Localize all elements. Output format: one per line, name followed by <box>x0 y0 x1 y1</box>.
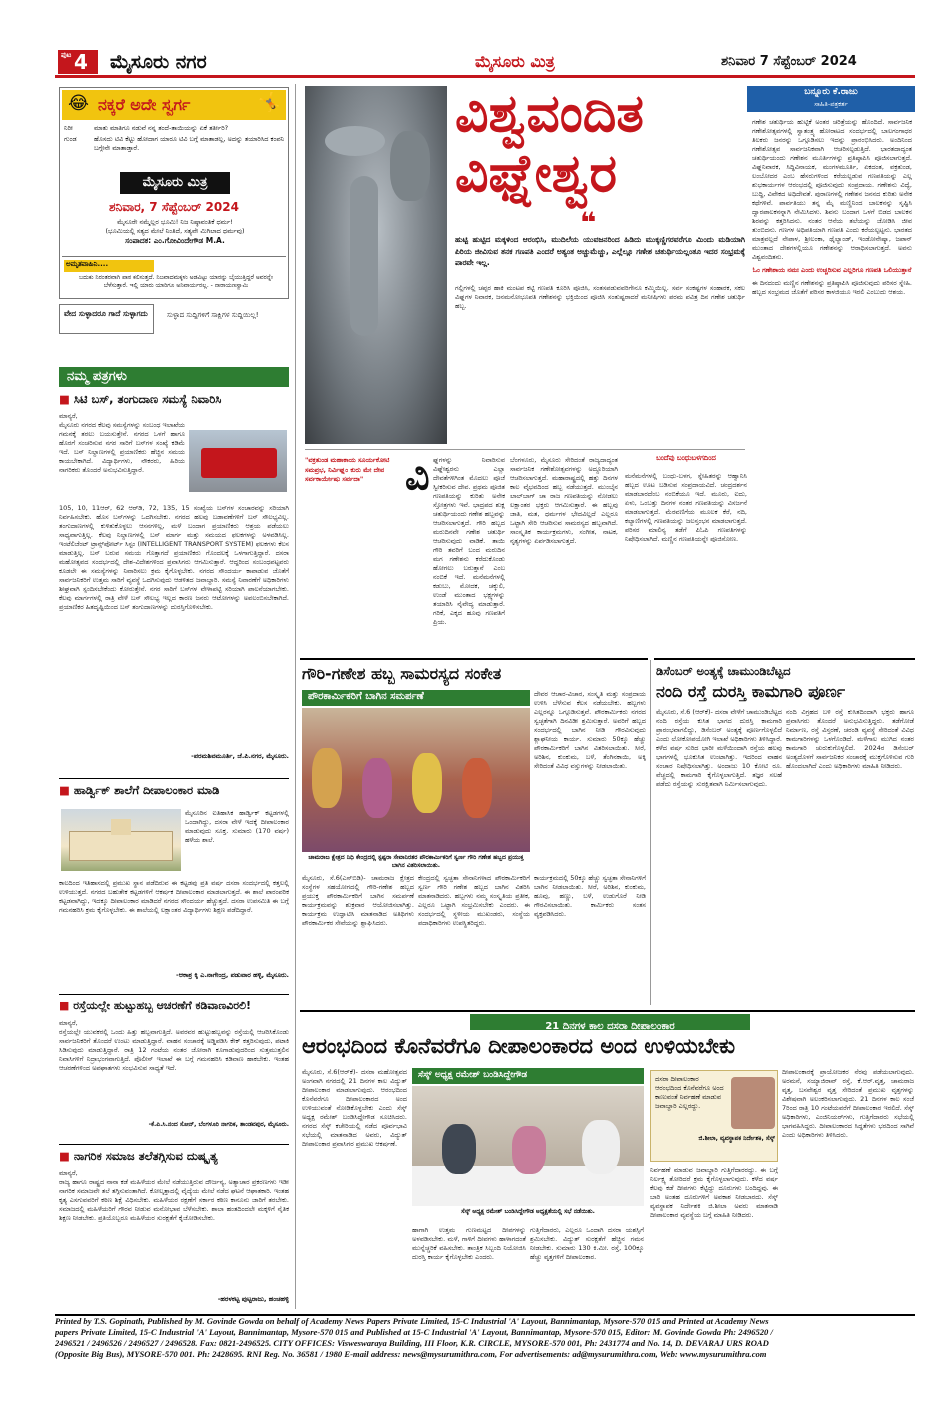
dasara-box-name: ಜಿ.ಶೀಲಾ, ವ್ಯವಸ್ಥಾಪಕ ನಿರ್ದೇಶಕಿ, ಸೆಸ್ಕ್ <box>698 1135 775 1142</box>
letter-4-sign: -ಹರಳಕಟ್ಟ ಪುಟ್ಟರಾಜು, ಹಂಚಹಳ್ಳಿ <box>217 1295 289 1303</box>
dasara-kicker: 21 ದಿನಗಳ ಕಾಲ ದಸರಾ ದೀಪಾಲಂಕಾರ <box>545 1021 675 1032</box>
person-shape <box>312 748 342 808</box>
dasara-article <box>300 1010 915 1310</box>
amrutha-title: ಅಮೃತವಾಹಿನಿ.... <box>64 260 154 272</box>
dasara-body-col1: ಮೈಸೂರು, ಸೆ.6(ಆರ್‌ಕೆ)- ದಸರಾ ಮಹೋತ್ಸವದ ಅಂಗವಾಗಿ ನಗರದಲ್ಲಿ 21 ದಿನಗಳ ಕಾಲ ವಿದ್ಯುತ್ ದೀಪಾಲಂಕಾರ ಮಾಡಲಾಗುವುದು. ಆರಂಭದಿಂದ ಕೊನೆವರೆಗೂ ದೀಪಾಲಂಕಾರದ ಅಂದ ಉಳಿಯುವಂತೆ ನೋಡಿಕೊಳ್ಳಬೇಕು ಎಂದು ಸೆಸ್ಕ್ ಅಧ್ಯಕ್ಷ ರಮೇಶ್ ಬಂಡಿಸಿದ್ದೇಗೌಡ ಸೂಚಿಸಿದರು. ನಗರದ ಸೆಸ್ಕ್ ಕಚೇರಿಯಲ್ಲಿ ನಡೆದ ಪೂರ್ವಭಾವಿ ಸಭೆಯಲ್ಲಿ ಮಾತನಾಡಿದ ಅವರು, ವಿದ್ಯುತ್ ದೀಪಾಲಂಕಾರ ಪ್ರವಾಸಿಗರ ಪ್ರಮುಖ ಆಕರ್ಷಣೆ. <box>302 1068 407 1148</box>
veda-quote: ಸುಳ್ಳಾದ ಸುದ್ದಿಗಳಿಗೆ ಸಾಕ್ಷಿಗಳ ಸುದ್ದಿಯಿಲ್ಲ! <box>167 311 259 319</box>
feature-lead-continued: ಗಲ್ಲಿಗಳಲ್ಲಿ ಚಪ್ಪರ ಹಾಕಿ ಮಂಟಪ ಕಟ್ಟಿ ಗಣಪತಿ ಕೂರಿಸಿ ಪೂಜಿಸಿ, ಸಂತಸಪಡುವವರಿಗೇನೂ ಕಮ್ಮಿಯಿಲ್ಲ. ಸರ್ವ ಸಂಕಷ್ಟಗಳ ಸಂಹಾರಕ, ಸಕಲ ವಿಘ್ನಗಳ ನಿವಾರಕ, ಜನಮನೋಭೂಪತಿ ಗಣೇಶನನ್ನು ಭಕ್ತಿಯಿಂದ ಪೂಜಿಸಿ ಸಂತುಷ್ಟರಾದರೆ ಮನೀಷಿಗಳು ಪರಮ ಪವಿತ್ರ ದಿನ ಗಣೇಶ ಚತುರ್ಥಿ ಹಬ್ಬ. <box>455 284 745 310</box>
letter-4 <box>59 1144 289 1312</box>
letters-banner <box>59 367 289 387</box>
gauri-subhead: ಪೌರಕಾರ್ಮಿಕರಿಗೆ ಬಾಗಿನ ಸಮರ್ಪಣೆ <box>308 691 424 702</box>
speaker-1: ನಿರೀ <box>64 124 73 132</box>
feature-sidequote: "ವಕ್ರತುಂಡ ಮಹಾಕಾಯ ಸೂರ್ಯಕೋಟಿ ಸಮಪ್ರಭ, ನಿರ್ವಿಘ್ನಂ ಕುರು ಮೇ ದೇವ ಸರ್ವಕಾರ್ಯೇಷು ಸರ್ವದಾ" <box>305 456 390 483</box>
quote-mark-icon: ❝ <box>580 206 597 239</box>
portrait-photo <box>731 1077 775 1129</box>
page-number: 4 <box>74 50 88 74</box>
dasara-photo-tag-bar <box>412 1068 644 1084</box>
motto-line-2: (ಭೂಮಿಯಲ್ಲಿ ಸತ್ಯದ ಮೇಲೆ ನಿಂತಿದೆ, ಸತ್ಯವೇ ಮಿಗಿಲಾದ ಧರ್ಮವು) <box>105 227 245 235</box>
letter-2-body-a: ಮೈಸೂರಿನ ಐತಿಹಾಸಿಕ ಹಾರ್ಡ್ವಿಕ್ ಕಟ್ಟಡಗಳಲ್ಲಿ ಒಂದಾಗಿದ್ದು, ದಸರಾ ವೇಳೆ ಇದಕ್ಕೆ ದೀಪಾಲಂಕಾರ ಮಾಡುವುದು ಸೂಕ್ತ. ಸುಮಾರು (170 ವರ್ಷ) ಹಳೆಯ ಶಾಲೆ. <box>185 809 289 844</box>
letter-3 <box>59 994 289 1136</box>
building-shape <box>69 831 173 861</box>
letter-1-title: ■ ಸಿಟಿ ಬಸ್, ತಂಗುದಾಣ ಸಮಸ್ಯೆ ನಿವಾರಿಸಿ <box>59 392 222 406</box>
divider <box>305 449 745 450</box>
head-shape <box>325 126 385 156</box>
tower-shape <box>111 819 131 835</box>
veda-box <box>59 302 289 338</box>
feature-body-col1: ಘ್ನಗಳನ್ನು ನಿವಾರಿಸುವ ವಿಘ್ನೇಶ್ವರನು ಎಲ್ಲಾ ದೇವತೆಗಳಿಗಿಂತ ಮೊದಲು ಪೂಜೆ ಸ್ವೀಕರಿಸುವ ದೇವ. ಪ್ರಥಮ ಪೂಜಿತ ಗಣಪತಿಯನ್ನು ಕುರಿತು ಅನೇಕ ಸ್ತೋತ್ರಗಳು ಇವೆ. ಭಾದ್ರಪದ ಶುಕ್ಲ ಚತುರ್ಥಿಯಂದು ಗಣೇಶ ಹಬ್ಬವನ್ನು ಆಚರಿಸಲಾಗುತ್ತದೆ. ಗೌರಿ ಹಬ್ಬದ ಮರುದಿನವೇ ಗಣೇಶ ಚತುರ್ಥಿ ಆಚರಿಸುವುದು ವಾಡಿಕೆ. ತಾಯಿ ಗೌರಿ ತವರಿಗೆ ಬಂದ ಮರುದಿನ ಮಗ ಗಣೇಶನು ಕರೆದುಕೊಂಡು ಹೋಗಲು ಬರುತ್ತಾನೆ ಎಂಬ ನಂಬಿಕೆ ಇದೆ. ಮನೆಮನೆಗಳಲ್ಲಿ ಕಡುಬು, ಮೋದಕ, ಚಕ್ಕುಲಿ, ಉಂಡೆ ಮುಂತಾದ ಭಕ್ಷ್ಯಗಳನ್ನು ತಯಾರಿಸಿ ನೈವೇದ್ಯ ಮಾಡುತ್ತಾರೆ. ಗರಿಕೆ, ಎಕ್ಕದ ಹೂವು ಗಣಪತಿಗೆ ಪ್ರಿಯ. <box>433 456 505 626</box>
header-date: ಶನಿವಾರ 7 ಸೆಪ್ಟೆಂಬರ್ 2024 <box>721 54 857 69</box>
masthead: ಮೈಸೂರು ಮಿತ್ರ <box>475 52 555 71</box>
ganesha-idol-photo <box>305 86 447 444</box>
feature-headline <box>455 84 745 204</box>
motto-line-1: ಮೈಸೂರೇ ನಮ್ಮೆಲ್ಲರ ಭೂಮಿ! ನಿಜ ನಿಷ್ಠಾವಂತಿಕೆ ಧರ್ಮ! <box>117 218 233 226</box>
person-shape <box>412 753 442 813</box>
dasara-caption: ಸೆಸ್ಕ್ ಅಧ್ಯಕ್ಷ ರಮೇಶ್ ಬಂಡಿಸಿದ್ದೇಗೌಡ ಅಧ್ಯಕ್ಷತೆಯಲ್ಲಿ ಸಭೆ ನಡೆಯಿತು. <box>461 1208 595 1215</box>
page-label: ಪುಟ <box>61 51 72 59</box>
person-shape <box>362 758 392 818</box>
letter-2-title: ■ ಹಾರ್ಡ್ವಿಕ್ ಶಾಲೆಗೆ ದೀಪಾಲಂಕಾರ ಮಾಡಿ <box>59 783 220 797</box>
trunk-shape <box>350 176 378 336</box>
page-number-box <box>58 50 98 74</box>
letter-4-title: ■ ನಾಗರಿಕ ಸಮಾಜ ತಲೆತಗ್ಗಿಸುವ ದುಷ್ಕೃತ್ಯ <box>59 1149 218 1163</box>
nandi-body-col1: ಮೈಸೂರು, ಸೆ.6 (ಆರ್‌ಕೆ)- ದಸರಾ ವೇಳೆಗೆ ಚಾಮುಂಡಿಬೆಟ್ಟದ ನಂದಿ ರಸ್ತೆಯ ಕುಸಿತ ಭಾಗದ ದುರಸ್ತಿ ಕಾಮಗಾರಿ ಪ್ರಾರಂಭವಾಗಲಿದ್ದು, ಡಿಸೆಂಬರ್ ಅಂತ್ಯಕ್ಕೆ ಪೂರ್ಣಗೊಳ್ಳಲಿದೆ ಎಂದು ಲೋಕೋಪಯೋಗಿ ಇಲಾಖೆ ಅಧಿಕಾರಿಗಳು ತಿಳಿಸಿದ್ದಾರೆ. ಕಳೆದ ವರ್ಷ ಸುರಿದ ಭಾರೀ ಮಳೆಯಿಂದಾಗಿ ರಸ್ತೆಯ ಹಲವು ಭಾಗಗಳಲ್ಲಿ ಭೂಕುಸಿತ ಉಂಟಾಗಿತ್ತು. ಇದರಿಂದ ವಾಹನ ಸಂಚಾರ ನಿಷೇಧಿಸಲಾಗಿತ್ತು. ಅಂದಾಜು 10 ಕೋಟಿ ರೂ. ವೆಚ್ಚದಲ್ಲಿ ಕಾಮಗಾರಿ ಕೈಗೊಳ್ಳಲಾಗುತ್ತಿದೆ. ತಜ್ಞರ ಸಲಹೆ ಪಡೆದು ರಸ್ತೆಯನ್ನು ಸುರಕ್ಷಿತವಾಗಿ ನಿರ್ಮಿಸಲಾಗುವುದು. <box>656 708 782 788</box>
author-role: ಸಾಹಿತಿ-ಪತ್ರಕರ್ತ <box>814 100 848 108</box>
author-box <box>747 86 915 112</box>
line-2: ಹೊಸದು ಟಿವಿ ಕೆಟ್ಟು ಹೋದಾಗ ಯಾರೂ ಟಿವಿ ಬಗ್ಗೆ ಮಾತಾಡಲ್ಲ, ಅದನ್ನು ತಯಾರಿಸಿದ ಕಂಪನಿ ಬಗ್ಗೇನೇ ಮಾತಾಡ್ತಾರೆ. <box>94 135 285 152</box>
gauri-body-col1: ಮೈಸೂರು, ಸೆ.6(ಎಸ್‌ಬಿಡಿ)- ಚಾಮರಾಜ ಕ್ಷೇತ್ರದ ಸಂಸ್ಥೆಗಳ ಸಹಯೋಗದಲ್ಲಿ ಗೌರಿ-ಗಣೇಶ ಹಬ್ಬದ ಪ್ರಯುಕ್ತ ಪೌರಕಾರ್ಮಿಕರಿಗೆ ಬಾಗಿನ ಸಮರ್ಪಣೆ ಕಾರ್ಯಕ್ರಮವನ್ನು ಶುಕ್ರವಾರ ಆಯೋಜಿಸಲಾಗಿತ್ತು. ಕಾರ್ಯಕ್ರಮ ಉದ್ಘಾಟಿಸಿ ಮಾತನಾಡಿದ ಅತಿಥಿಗಳು ಪೌರಕಾರ್ಮಿಕರ ಸೇವೆಯನ್ನು ಶ್ಲಾಘಿಸಿದರು. <box>302 874 414 927</box>
gauri-headline: ಗೌರಿ-ಗಣೇಶ ಹಬ್ಬ ಸಾಮರಸ್ಯದ ಸಂಕೇತ <box>302 664 502 683</box>
nandi-headline-1: ಡಿಸೆಂಬರ್ ಅಂತ್ಯಕ್ಕೆ ಚಾಮುಂಡಿಬೆಟ್ಟದ <box>656 664 791 678</box>
cartoon-figure-icon: 🤸 <box>258 92 281 113</box>
laughing-face-icon: 😂 <box>68 93 90 114</box>
dasara-kicker-bar <box>470 1014 750 1030</box>
letter-1-body-a: ಮಾನ್ಯರೆ, ಮೈಸೂರು ನಗರದ ಕೆಲವು ಸಮಸ್ಯೆಗಳನ್ನು ಸಂಬಂಧ ಇಲಾಖೆಯ ಗಮನಕ್ಕೆ ತರಲು ಬಯಸುತ್ತೇನೆ. ನಗರದ ಒಳಗೆ ಹಾಗೂ ಹೊರಗೆ ಸಂಚರಿಸುವ ನಗರ ಸಾರಿಗೆ ಬಸ್‌ಗಳ ಸಂಖ್ಯೆ ಕಡಿಮೆ ಇದೆ. ಬಸ್ ನಿಲ್ದಾಣಗಳಲ್ಲಿ ಪ್ರಯಾಣಿಕರು ಹೆಚ್ಚಿನ ಸಮಯ ಕಾಯಬೇಕಾಗಿದೆ. ವಿದ್ಯಾರ್ಥಿಗಳು, ನೌಕರರು, ಹಿರಿಯ ನಾಗರಿಕರು ತೊಂದರೆ ಅನುಭವಿಸುತ್ತಿದ್ದಾರೆ. <box>59 412 185 474</box>
feature-article <box>300 84 915 654</box>
letter-4-body: ಮಾನ್ಯರೆ, ರಾಜ್ಯ ಹಾಗೂ ರಾಷ್ಟ್ರದ ನಾನಾ ಕಡೆ ಮಹಿಳೆಯರ ಮೇಲೆ ನಡೆಯುತ್ತಿರುವ ದೌರ್ಜನ್ಯ, ಅತ್ಯಾಚಾರ ಪ್ರಕರಣಗಳು ಇಡೀ ನಾಗರಿಕ ಸಮಾಜವೇ ತಲೆ ತಗ್ಗಿಸುವಂತಾಗಿದೆ. ಕೋಲ್ಕತ್ತಾದಲ್ಲಿ ವೈದ್ಯೆಯ ಮೇಲೆ ನಡೆದ ಘಟನೆ ಆಘಾತಕಾರಿ. ಇಂತಹ ಕೃತ್ಯ ಎಸಗುವವರಿಗೆ ಕಠಿಣ ಶಿಕ್ಷೆ ವಿಧಿಸಬೇಕು. ಮಹಿಳೆಯರ ರಕ್ಷಣೆಗೆ ಸರ್ಕಾರ ಕಠಿಣ ಕಾನೂನು ಜಾರಿಗೆ ತರಬೇಕು. ಸಮಾಜದಲ್ಲಿ ಮಹಿಳೆಯರಿಗೆ ಗೌರವ ನೀಡುವ ಮನೋಭಾವ ಬೆಳೆಸಬೇಕು. ಶಾಲಾ ಹಂತದಿಂದಲೇ ಮಕ್ಕಳಿಗೆ ನೈತಿಕ ಶಿಕ್ಷಣ ನೀಡಬೇಕು. ಪ್ರತಿಯೊಬ್ಬರೂ ಮಹಿಳೆಯರ ಸುರಕ್ಷತೆಗೆ ಕೈಜೋಡಿಸಬೇಕು. <box>59 1169 289 1222</box>
paper-date: ಶನಿವಾರ, 7 ಸೆಪ್ಟೆಂಬರ್ 2024 <box>109 200 239 214</box>
headline-line-1: ವಿಶ್ವವಂದಿತ <box>455 84 644 144</box>
nakkare-title: ನಕ್ಕರೆ ಅದೇ ಸ್ವರ್ಗ <box>98 95 191 114</box>
dasara-body-col3: ಗುತ್ತಿಗೆದಾರರು, ಎಲ್ಲರೂ ಒಂದಾಗಿ ದಸರಾ ಯಶಸ್ಸಿಗೆ ಶ್ರಮಿಸಬೇಕು. ವಿದ್ಯುತ್ ಸುರಕ್ಷತೆಗೆ ಹೆಚ್ಚಿನ ಗಮನ ನೀಡಬೇಕು. ಸುಮಾರು 130 ಕಿ.ಮೀ. ರಸ್ತೆ, 100ಕ್ಕೂ ಹೆಚ್ಚು ವೃತ್ತಗಳಿಗೆ ದೀಪಾಲಂಕಾರ. <box>530 1226 644 1261</box>
letter-3-body: ಮಾನ್ಯರೆ, ರಸ್ತೆಯಲ್ಲೇ ಯುವಕರಲ್ಲಿ ಒಂದು ಹಿತ್ತು ಹಬ್ಬವಾಗುತ್ತಿದೆ. ಅವರವರ ಹುಟ್ಟುಹಬ್ಬವನ್ನು ರಸ್ತೆಯಲ್ಲಿ ಆಚರಿಸಿಕೊಂಡು ಸಾರ್ವಜನಿಕರಿಗೆ ತೊಂದರೆ ಉಂಟು ಮಾಡುತ್ತಿದ್ದಾರೆ. ವಾಹನ ಸಂಚಾರಕ್ಕೆ ಅಡ್ಡಿಪಡಿಸಿ ಕೇಕ್ ಕತ್ತರಿಸುವುದು, ಪಟಾಕಿ ಸಿಡಿಸುವುದು ಮಾಡುತ್ತಿದ್ದಾರೆ. ರಾತ್ರಿ 12 ಗಂಟೆಯ ನಂತರ ಜೋರಾಗಿ ಕೂಗಾಡುವುದರಿಂದ ಸುತ್ತಮುತ್ತಲಿನ ನಿವಾಸಿಗಳಿಗೆ ನಿದ್ರಾಭಂಗವಾಗುತ್ತಿದೆ. ಪೊಲೀಸ್ ಇಲಾಖೆ ಈ ಬಗ್ಗೆ ಗಮನಹರಿಸಿ ಕಡಿವಾಣ ಹಾಕಬೇಕು. ಇಂತಹ ಆಚರಣೆಗಳಿಂದ ಅಪಘಾತಗಳು ಸಂಭವಿಸುವ ಸಾಧ್ಯತೆ ಇದೆ. <box>59 1019 289 1072</box>
dasara-body-col2: ಹಾಗಾಗಿ ಉತ್ತಮ ಗುಣಮಟ್ಟದ ದೀಪಗಳನ್ನು ಅಳವಡಿಸಬೇಕು. ಮಳೆ, ಗಾಳಿಗೆ ದೀಪಗಳು ಹಾಳಾಗದಂತೆ ಮುನ್ನೆಚ್ಚರಿಕೆ ವಹಿಸಬೇಕು. ತಾಂತ್ರಿಕ ಸಿಬ್ಬಂದಿ ನಿಯೋಜಿಸಿ ದುರಸ್ತಿ ಕಾರ್ಯ ಕೈಗೊಳ್ಳಬೇಕು ಎಂದರು. <box>412 1226 526 1261</box>
imprint-line-2: papers Private Limited, 15-C Industrial 'A' Layout, Bannimantap, Mysore-570 015 and Published at 15-C Industrial 'A' Layout, Bannimantap, Mysore-570 015, Editor: M. Govinde Gowda Ph: 2496520 / <box>55 1327 773 1337</box>
gauri-caption: ಚಾಮರಾಜ ಕ್ಷೇತ್ರದ ನಿಧಿ ಕೇಂದ್ರದಲ್ಲಿ ಸ್ಪಷ್ಟರಾ ಸೇವಾನಿರತರ ಪೌರಕಾರ್ಮಿಕರಿಗೆ ಸ್ವರ್ಣ ಗೌರಿ ಗಣೇಶ ಹಬ್ಬದ ಪ್ರಯುಕ್ತ ಬಾಗಿನ ವಿತರಿಸಲಾಯಿತು. <box>308 854 524 869</box>
dasara-headline: ಆರಂಭದಿಂದ ಕೊನೆವರೆಗೂ ದೀಪಾಲಂಕಾರದ ಅಂದ ಉಳಿಯಬೇಕು <box>302 1034 736 1058</box>
headline-line-2: ವಿಘ್ನೇಶ್ವರ <box>455 144 617 204</box>
person-shape <box>512 1126 546 1174</box>
imprint-line-3: 2496521 / 2496526 / 2496527 / 2496528. Fax: 0821-2496525. CITY OFFICES: Visweswaraya Building, III Floor, K.R. CIRCLE, MYSORE-570 001, Ph: 2431774 and No. 14, D. DEVARAJ URS ROAD <box>55 1338 769 1348</box>
pull-quote: ಬಂದೆವು ಬಂಧುಬಳಗದಿಂದ <box>656 454 716 462</box>
imprint-footer <box>55 1314 915 1408</box>
nakkare-dialog <box>64 124 286 153</box>
ear-shape <box>390 131 430 201</box>
section-title: ಮೈಸೂರು ನಗರ <box>110 51 207 73</box>
divider <box>62 256 286 257</box>
nandi-headline-2: ನಂದಿ ರಸ್ತೆ ದುರಸ್ತಿ ಕಾಮಗಾರಿ ಪೂರ್ಣ <box>656 682 845 701</box>
dasara-photo-tag: ಸೆಸ್ಕ್ ಅಧ್ಯಕ್ಷ ರಮೇಶ್ ಬಂಡಿಸಿದ್ದೇಗೌಡ <box>418 1070 528 1080</box>
feature-body-col3: ಮನೆಮನೆಗಳಲ್ಲಿ ಬಂಧು-ಬಳಗ, ಸ್ನೇಹಿತರನ್ನು ಆಹ್ವಾನಿಸಿ ಹಬ್ಬದ ಊಟ ಬಡಿಸುವ ಸಂಪ್ರದಾಯವಿದೆ. ಚಂದ್ರದರ್ಶನ ಮಾಡಬಾರದೆಂಬ ನಂಬಿಕೆಯೂ ಇದೆ. ಮೂರು, ಐದು, ಏಳು, ಒಂಬತ್ತು ದಿನಗಳ ನಂತರ ಗಣಪತಿಯನ್ನು ವಿಸರ್ಜನೆ ಮಾಡಲಾಗುತ್ತದೆ. ಮೆರವಣಿಗೆಯ ಮೂಲಕ ಕೆರೆ, ನದಿ, ಕಲ್ಯಾಣಿಗಳಲ್ಲಿ ಗಣಪತಿಯನ್ನು ಜಲಸ್ತಂಭನ ಮಾಡಲಾಗುತ್ತದೆ. ಪರಿಸರ ಮಾಲಿನ್ಯ ತಡೆಗೆ ಪಿಓಪಿ ಗಣಪತಿಗಳನ್ನು ನಿಷೇಧಿಸಲಾಗಿದೆ. ಮಣ್ಣಿನ ಗಣಪತಿಯನ್ನೇ ಪೂಜಿಸೋಣ. <box>625 472 747 543</box>
letter-2-body-b: ಕಾಲದಿಂದ ಇತಿಹಾಸದಲ್ಲಿ ಪ್ರಮುಖ ಸ್ಥಾನ ಪಡೆದಿರುವ ಈ ಕಟ್ಟಡವು ಪ್ರತಿ ವರ್ಷ ದಸರಾ ಸಂದರ್ಭದಲ್ಲಿ ಕತ್ತಲಲ್ಲಿ ಉಳಿಯುತ್ತದೆ. ನಗರದ ಬಹುತೇಕ ಕಟ್ಟಡಗಳಿಗೆ ಆಕರ್ಷಕ ದೀಪಾಲಂಕಾರ ಮಾಡಲಾಗುತ್ತದೆ. ಈ ಶಾಲೆ ಪಾರಂಪರಿಕ ಕಟ್ಟಡವಾಗಿದ್ದು, ಇದಕ್ಕೂ ದೀಪಾಲಂಕಾರ ಮಾಡಿದರೆ ನಗರದ ಸೌಂದರ್ಯ ಹೆಚ್ಚುತ್ತದೆ. ದಸರಾ ಉಪಸಮಿತಿ ಈ ಬಗ್ಗೆ ಗಮನಹರಿಸಿ ಕ್ರಮ ಕೈಗೊಳ್ಳಬೇಕು. ಈ ಶಾಲೆಯಲ್ಲಿ ಲಕ್ಷಾಂತರ ವಿದ್ಯಾರ್ಥಿಗಳು ಶಿಕ್ಷಣ ಪಡೆದಿದ್ದಾರೆ. <box>59 879 289 914</box>
page-header <box>55 48 915 78</box>
city-bus-photo <box>189 430 287 492</box>
letter-3-title: ■ ರಸ್ತೆಯಲ್ಲೇ ಹುಟ್ಟುಹಬ್ಬ ಆಚರಣೆಗೆ ಕಡಿವಾಣವಿರಲಿ! <box>59 999 252 1012</box>
column-rule <box>295 84 296 1309</box>
person-shape <box>582 1120 620 1174</box>
om-quote: ಓಂ ಗಣೇಶಾಯ ನಮಃ ಎಂದು ಉಚ್ಚರಿಸುವ ಎಲ್ಲರಿಗೂ ಗಣಪತಿ ಒಲಿಯುತ್ತಾನೆ <box>752 266 912 274</box>
gauri-body-col3: ಕಾರ್ಯಕ್ರಮದಲ್ಲಿ 50ಕ್ಕೂ ಹೆಚ್ಚು ಸ್ವಚ್ಛತಾ ಸೇನಾನಿಗಳಿಗೆ ಬಾಗಿನ ನೀಡಲಾಯಿತು. ಸೀರೆ, ಅರಿಶಿನ, ಕುಂಕುಮ, ಹೂವು, ಹಣ್ಣು, ಬಳೆ, ಉಡುಗೊರೆ ನೀಡಿ ಗೌರವಿಸಲಾಯಿತು. ಕಾರ್ಮಿಕರು ಸಂತಸ ವ್ಯಕ್ತಪಡಿಸಿದರು. <box>534 874 646 918</box>
left-column <box>55 82 293 1312</box>
speaker-2: ಗುಂಡ <box>64 135 77 143</box>
gauri-body-col2: ಕೇಂದ್ರದಲ್ಲಿ ಸ್ವಚ್ಛತಾ ಸೇನಾನಿಗಳಾದ ಪೌರಕಾರ್ಮಿಕರಿಗೆ ಸ್ವರ್ಣ ಗೌರಿ ಗಣೇಶ ಹಬ್ಬದ ಬಾಗಿನ ವಿತರಿಸಿ ಮಾತನಾಡಿದರು. ಹಬ್ಬಗಳು ನಮ್ಮ ಸಂಸ್ಕೃತಿಯ ಪ್ರತೀಕ, ಎಲ್ಲರೂ ಒಟ್ಟಾಗಿ ಸಂಭ್ರಮಿಸಬೇಕು ಎಂದರು. ಈ ಸಂದರ್ಭದಲ್ಲಿ ಸ್ಥಳೀಯ ಮುಖಂಡರು, ಸಂಸ್ಥೆಯ ಪದಾಧಿಕಾರಿಗಳು ಉಪಸ್ಥಿತರಿದ್ದರು. <box>418 874 530 927</box>
line-1: ಮಾತು ಮಾತಿಗೂ ನಡುವೆ ನನ್ನ ತಂದೆ-ತಾಯಿಯನ್ನು ಏಕೆ ತರ್ತೀರಿ? <box>94 124 229 132</box>
person-shape <box>442 1124 476 1174</box>
hardwick-school-photo <box>61 809 181 871</box>
imprint-line-4: (Opposite Big Bus), MYSORE-570 001. Ph: 2428695. RNI Reg. No. 36581 / 1980 E-mail address: news@mysurumithra.com, For advertisements: ad@mysurumithra.com, Web: www.mysurumithra.com <box>55 1349 767 1359</box>
feature-body-col2: ಬೆಂಗಳೂರು, ಮೈಸೂರು ಸೇರಿದಂತೆ ರಾಜ್ಯದಾದ್ಯಂತ ಸಾರ್ವಜನಿಕ ಗಣೇಶೋತ್ಸವಗಳನ್ನು ಅದ್ದೂರಿಯಾಗಿ ಆಚರಿಸಲಾಗುತ್ತದೆ. ಮಹಾರಾಷ್ಟ್ರದಲ್ಲಿ ಹತ್ತು ದಿನಗಳ ಕಾಲ ವೈಭವದಿಂದ ಹಬ್ಬ ನಡೆಯುತ್ತದೆ. ಮುಂಬೈನ ಲಾಲ್‌ಬಾಗ್ ಚಾ ರಾಜ ಗಣಪತಿಯನ್ನು ನೋಡಲು ಲಕ್ಷಾಂತರ ಭಕ್ತರು ಆಗಮಿಸುತ್ತಾರೆ. ಈ ಹಬ್ಬವು ಜಾತಿ, ಮತ, ಧರ್ಮಗಳ ಭೇದವಿಲ್ಲದೆ ಎಲ್ಲರೂ ಒಟ್ಟಾಗಿ ಸೇರಿ ಆಚರಿಸುವ ಸಾಮರಸ್ಯದ ಹಬ್ಬವಾಗಿದೆ. ಸಾಂಸ್ಕೃತಿಕ ಕಾರ್ಯಕ್ರಮಗಳು, ಸಂಗೀತ, ನಾಟಕ, ನೃತ್ಯಗಳನ್ನು ಏರ್ಪಡಿಸಲಾಗುತ್ತದೆ. <box>510 456 618 545</box>
gauri-photo <box>302 708 530 852</box>
bus-shape <box>201 448 277 478</box>
veda-saying: ವೇದ ಸುಳ್ಳಾದರೂ ಗಾದೆ ಸುಳ್ಳಾಗದು <box>59 304 154 334</box>
letter-1-body-b: 105, 10, 11ಆರ್, 62 ಆರ್‌ಡಿ, 72, 135, 15 ಸಂಖ್ಯೆಯ ಬಸ್‌ಗಳ ಸಂಚಾರವನ್ನು ಸರಿಯಾಗಿ ನಿರ್ವಹಿಸಬೇಕು. ಹೊಸ ಬಸ್‌ಗಳನ್ನು ಒದಗಿಸಬೇಕು. ನಗರದ ಹಲವು ಬಡಾವಣೆಗಳಿಗೆ ಬಸ್ ಸೌಲಭ್ಯವಿಲ್ಲ. ತಂಗುದಾಣಗಳಲ್ಲಿ ಕುಳಿತುಕೊಳ್ಳಲು ಆಸನಗಳಿಲ್ಲ, ಮಳೆ ಬಂದಾಗ ಪ್ರಯಾಣಿಕರು ಆಶ್ರಯ ಪಡೆಯಲು ಸಾಧ್ಯವಾಗುತ್ತಿಲ್ಲ. ಕೆಲವು ನಿಲ್ದಾಣಗಳಲ್ಲಿ ಬಸ್ ಮಾರ್ಗ ಮತ್ತು ಸಮಯದ ಫಲಕಗಳನ್ನು ಅಳವಡಿಸಿಲ್ಲ. ಇಂಟೆಲಿಜೆಂಟ್ ಟ್ರಾನ್ಸ್‌ಪೋರ್ಟ್ ಸಿಸ್ಟಂ (INTELLIGENT TRANSPORT SYSTEM) ಫಲಕಗಳು ಕೆಲಸ ಮಾಡುತ್ತಿಲ್ಲ. ಬಸ್ ಬರುವ ಸಮಯ ಗೊತ್ತಾಗದೆ ಪ್ರಯಾಣಿಕರು ಗೊಂದಲಕ್ಕೆ ಒಳಗಾಗುತ್ತಿದ್ದಾರೆ. ದಸರಾ ಮಹೋತ್ಸವದ ಸಂದರ್ಭದಲ್ಲಿ ದೇಶ-ವಿದೇಶಗಳಿಂದ ಪ್ರವಾಸಿಗರು ಆಗಮಿಸುತ್ತಾರೆ. ಆದ್ದರಿಂದ ಸಂಬಂಧಪಟ್ಟವರು ಕೂಡಲೇ ಈ ಸಮಸ್ಯೆಗಳನ್ನು ನಿವಾರಿಸಲು ಕ್ರಮ ಕೈಗೊಳ್ಳಬೇಕು. ನಗರದ ಸೌಂದರ್ಯ ಕಾಪಾಡುವ ಜೊತೆಗೆ ಸಾರ್ವಜನಿಕರಿಗೆ ಉತ್ತಮ ಸಾರಿಗೆ ವ್ಯವಸ್ಥೆ ಒದಗಿಸುವುದು ಆಡಳಿತದ ಜವಾಬ್ದಾರಿ. ಸಮಸ್ಯೆ ನಿವಾರಣೆಗೆ ಅಧಿಕಾರಿಗಳು ಶೀಘ್ರವಾಗಿ ಸ್ಪಂದಿಸಬೇಕೆಂದು ಕೋರುತ್ತೇನೆ. ನಗರ ಸಾರಿಗೆ ಬಸ್‌ಗಳ ವೇಳಾಪಟ್ಟಿ ಸರಿಯಾಗಿ ಪಾಲನೆಯಾಗಬೇಕು. ಕೆಲವು ಮಾರ್ಗಗಳಲ್ಲಿ ರಾತ್ರಿ ವೇಳೆ ಬಸ್ ಸೌಲಭ್ಯ ಇಲ್ಲದ ಕಾರಣ ಜನರು ಆಟೋಗಳನ್ನು ಅವಲಂಬಿಸಬೇಕಾಗಿದೆ. ಪ್ರಯಾಣಿಕರ ಹಿತದೃಷ್ಟಿಯಿಂದ ಬಸ್ ತಂಗುದಾಣಗಳನ್ನು ದುರಸ್ತಿಗೊಳಿಸಬೇಕು. <box>59 504 289 611</box>
feature-lead: ಹುಟ್ಟಿ ಹುಟ್ಟಿದ ಮಕ್ಕಳಿಂದ ಆರಂಭಿಸಿ, ಮುದಿಲೆಯ ಯುವಜನರಿಂದ ಹಿಡಿದು ಮುಕ್ಕಣ್ಣಿಗರವರೆಗೂ ಮಿಂದು ಮಡಿಯಾಗಿ ಪಿರಿಯ ಜೀವಿಸುವ ತನಕ ಗಣಪತಿ ಎಂದರೆ ಅತ್ಯಂತ ಅಚ್ಚುಮೆಚ್ಚು, ಎಲ್ಲೆಲ್ಲೂ ಗಣೇಶ ಚತುರ್ಥಿಯಲ್ಲಂತೂ ಇದರ ಸಂಭ್ರಮಕ್ಕೆ ಪಾರವೇ ಇಲ್ಲ. <box>455 235 745 267</box>
dasara-body-col5: ದೀಪಾಲಂಕಾರಕ್ಕೆ ಪ್ರಾಯೋಜಕರ ನೆರವು ಪಡೆಯಲಾಗುವುದು. ಅರಮನೆ, ಸಯ್ಯಾಜಿರಾವ್ ರಸ್ತೆ, ಕೆ.ಆರ್.ವೃತ್ತ, ಚಾಮರಾಜ ವೃತ್ತ, ಬಸವೇಶ್ವರ ವೃತ್ತ ಸೇರಿದಂತೆ ಪ್ರಮುಖ ವೃತ್ತಗಳನ್ನು ವಿಶೇಷವಾಗಿ ಅಲಂಕರಿಸಲಾಗುವುದು. 21 ದಿನಗಳ ಕಾಲ ಸಂಜೆ 7ರಿಂದ ರಾತ್ರಿ 10 ಗಂಟೆಯವರೆಗೆ ದೀಪಾಲಂಕಾರ ಇರಲಿದೆ. ಸೆಸ್ಕ್ ಅಧಿಕಾರಿಗಳು, ಎಂಜಿನಿಯರ್‌ಗಳು, ಗುತ್ತಿಗೆದಾರರು ಸಭೆಯಲ್ಲಿ ಭಾಗವಹಿಸಿದ್ದರು. ದೀಪಾಲಂಕಾರದ ಸಿದ್ಧತೆಗಳು ಭರದಿಂದ ಸಾಗಿವೆ ಎಂದು ಅಧಿಕಾರಿಗಳು ತಿಳಿಸಿದರು. <box>782 1068 914 1139</box>
nakkare-banner <box>62 90 286 120</box>
dasara-body-col4: ನಿರ್ವಹಣೆ ಮಾಡುವ ಜವಾಬ್ದಾರಿ ಗುತ್ತಿಗೆದಾರರದ್ದು. ಈ ಬಗ್ಗೆ ನಿರ್ಲಕ್ಷ್ಯ ತೋರಿದರೆ ಕ್ರಮ ಕೈಗೊಳ್ಳಲಾಗುವುದು. ಕಳೆದ ವರ್ಷ ಕೆಲವು ಕಡೆ ದೀಪಗಳು ಕೆಟ್ಟಿದ್ದು ದೂರುಗಳು ಬಂದಿದ್ದವು. ಈ ಬಾರಿ ಅಂತಹ ದೂರುಗಳಿಗೆ ಅವಕಾಶ ನೀಡಬಾರದು. ಸೆಸ್ಕ್ ವ್ಯವಸ್ಥಾಪಕ ನಿರ್ದೇಶಕಿ ಜಿ.ಶೀಲಾ ಅವರು ಮಾತನಾಡಿ ದೀಪಾಲಂಕಾರ ವ್ಯವಸ್ಥೆಯ ಬಗ್ಗೆ ಮಾಹಿತಿ ನೀಡಿದರು. <box>650 1166 778 1219</box>
column-rule <box>650 660 651 1005</box>
gauri-article <box>300 658 648 1008</box>
letters-banner-title: ನಮ್ಮ ಪತ್ರಗಳು <box>67 369 127 384</box>
nandi-body-col2: ನಂದಿ ವಿಗ್ರಹದ ಬಳಿ ರಸ್ತೆ ಕುಸಿತದಿಂದಾಗಿ ಭಕ್ತರು ಹಾಗೂ ಪ್ರವಾಸಿಗರು ತೊಂದರೆ ಅನುಭವಿಸುತ್ತಿದ್ದರು. ತಡೆಗೋಡೆ ನಿರ್ಮಾಣ, ರಸ್ತೆ ವಿಸ್ತರಣೆ, ಚರಂಡಿ ವ್ಯವಸ್ಥೆ ಸೇರಿದಂತೆ ವಿವಿಧ ಕಾಮಗಾರಿಗಳನ್ನು ಒಳಗೊಂಡಿದೆ. ಮಳೆಗಾಲ ಮುಗಿದ ನಂತರ ಕಾಮಗಾರಿ ಚುರುಕುಗೊಳ್ಳಲಿದೆ. 2024ರ ಡಿಸೆಂಬರ್ ಅಂತ್ಯದೊಳಗೆ ಸಾರ್ವಜನಿಕರ ಸಂಚಾರಕ್ಕೆ ಮುಕ್ತಗೊಳಿಸುವ ಗುರಿ ಹೊಂದಲಾಗಿದೆ ಎಂದು ಅಧಿಕಾರಿಗಳು ಮಾಹಿತಿ ನೀಡಿದರು. <box>786 708 914 770</box>
gauri-subhead-bar <box>302 690 530 706</box>
dasara-quote-box <box>650 1070 778 1162</box>
nandi-article <box>654 658 915 1008</box>
letter-2 <box>59 778 289 986</box>
author-name: ಬನ್ನೂರು ಕೆ.ರಾಜು <box>804 87 858 97</box>
letter-3-sign: -ಕೆ.ಪಿ.ಸಿ.ನಂದ ಸೋನ್, ಬೆಂಗಳೂರಿ ನಾಗರಿಕ, ತಾಂಡವಪುರ, ಮೈಸೂರು. <box>148 1121 289 1128</box>
nakkare-box <box>59 87 289 299</box>
editor-line: ಸಂಪಾದಕ: ಎಂ.ಗೋವಿಂದೇಗೌಡ M.A. <box>125 236 225 245</box>
amrutha-text: ಬದುಕು ನಿರಂತರವಾಗಿ ಪಾಠ ಕಲಿಸುತ್ತದೆ. ನಿಜವಾದಮಕ್ಕಳು ಅಡವಿಟ್ಟು ಯಾರನ್ನು ಬೈಯುತ್ತಿದ್ದರೆ ಅವರನ್ನೇ ಬೆಳೆಸುತ್ತಾರೆ. ಇಲ್ಲಿ ಯಾರು ಯಾರಿಗೂ ಅನಿವಾರ್ಯರಲ್ಲ. - ನಾರಾಯಣಸ್ವಾಮಿ <box>79 274 273 289</box>
imprint-line-1: Printed by T.S. Gopinath, Published by M. Govinde Gowda on behalf of Academy News Papers Private Limited, 15-C Industrial 'A' Layout, Bannimantap, Mysore-570 015 and Printed at Academy News <box>55 1316 769 1326</box>
letter-1-sign: -ಪರಮಶಿವಮೂರ್ತಿ, ಜೆ.ಪಿ.ನಗರ, ಮೈಸೂರು. <box>191 752 289 760</box>
motto <box>64 218 286 245</box>
dasara-meeting-photo <box>412 1086 644 1206</box>
dasara-box-text: ದಸರಾ ದೀಪಾಲಂಕಾರ ಆರಂಭದಿಂದ ಕೊನೆವರೆಗೂ ಅಂದ ಕಾಣುವಂತೆ ನಿರ್ವಹಣೆ ಮಾಡುವ ಜವಾಬ್ದಾರಿ ಎಲ್ಲರದ್ದು. <box>655 1075 724 1110</box>
letter-2-sign: -ಆಕಾಶ್ರ ಕ್ಕಿ ಎ.ನಾಗೇಂದ್ರ, ಪಡುವಾರ ಹಳ್ಳಿ, ಮೈಸೂರು. <box>176 971 289 979</box>
gauri-body-right: ದೇವರ ಆಚಾರ-ವಿಚಾರ, ಸಂಸ್ಕೃತಿ ಮತ್ತು ಸಂಪ್ರದಾಯ ಉಳಿಸಿ ಬೆಳೆಸುವ ಕೆಲಸ ನಡೆಯಬೇಕು. ಹಬ್ಬಗಳು ಎಲ್ಲರನ್ನೂ ಒಗ್ಗೂಡಿಸುತ್ತವೆ. ಪೌರಕಾರ್ಮಿಕರು ನಗರದ ಸ್ವಚ್ಛತೆಗಾಗಿ ದಿನವಿಡೀ ಶ್ರಮಿಸುತ್ತಾರೆ. ಅವರಿಗೆ ಹಬ್ಬದ ಸಂದರ್ಭದಲ್ಲಿ ಬಾಗಿನ ನೀಡಿ ಗೌರವಿಸುವುದು ಶ್ಲಾಘನೀಯ ಕಾರ್ಯ. ಸುಮಾರು 50ಕ್ಕೂ ಹೆಚ್ಚು ಪೌರಕಾರ್ಮಿಕರಿಗೆ ಬಾಗಿನ ವಿತರಿಸಲಾಯಿತು. ಸೀರೆ, ಅರಿಶಿನ, ಕುಂಕುಮ, ಬಳೆ, ತೆಂಗಿನಕಾಯಿ, ಅಕ್ಕಿ ಸೇರಿದಂತೆ ವಿವಿಧ ವಸ್ತುಗಳನ್ನು ನೀಡಲಾಯಿತು. <box>534 690 646 770</box>
paper-logo: ಮೈಸೂರು ಮಿತ್ರ <box>120 172 230 194</box>
dropcap: ವಿ <box>405 454 430 498</box>
feature-body-right: ಗಣೇಶ ಚತುರ್ಥಿಯ ಹುಟ್ಟಿಕೆ ಅಂತರ ಚರಿತ್ರೆಯನ್ನು ಹೊಂದಿದೆ. ಸಾರ್ವಜನಿಕ ಗಣೇಶೋತ್ಸವಗಳಲ್ಲಿ ಸ್ವಾತಂತ್ರ್ಯ ಹೋರಾಟದ ಸಂದರ್ಭದಲ್ಲಿ ಬಾಲಗಂಗಾಧರ ತಿಲಕರು ಜನರನ್ನು ಒಗ್ಗೂಡಿಸಲು ಇದನ್ನು ಪ್ರಾರಂಭಿಸಿದರು. ಅಂದಿನಿಂದ ಗಣೇಶೋತ್ಸವ ಸಾರ್ವಜನಿಕವಾಗಿ ಆಚರಿಸಲ್ಪಡುತ್ತಿದೆ. ಭಾರತದಾದ್ಯಂತ ಚತುರ್ಥಿಯಂದು ಗಣೇಶನ ಮೂರ್ತಿಗಳನ್ನು ಪ್ರತಿಷ್ಠಾಪಿಸಿ ಪೂಜಿಸಲಾಗುತ್ತದೆ. ವಿಘ್ನನಿವಾರಕ, ಸಿದ್ಧಿವಿನಾಯಕ, ಮಂಗಳಮೂರ್ತಿ, ಏಕದಂತ, ವಕ್ರತುಂಡ, ಲಂಬೋದರ ಎಂಬ ಹೆಸರುಗಳಿಂದ ಕರೆಯಲ್ಪಡುವ ಗಣಪತಿಯನ್ನು ಎಲ್ಲ ಶುಭಕಾರ್ಯಗಳ ಆರಂಭದಲ್ಲಿ ಪೂಜಿಸುವುದು ಸಂಪ್ರದಾಯ. ಗಣೇಶನು ವಿದ್ಯೆ, ಬುದ್ಧಿ, ವಿವೇಕದ ಅಧಿದೇವತೆ. ಪುರಾಣಗಳಲ್ಲಿ ಗಣೇಶನ ಜನನದ ಕುರಿತು ಅನೇಕ ಕಥೆಗಳಿವೆ. ಪಾರ್ವತಿಯು ತನ್ನ ಮೈ ಮಣ್ಣಿನಿಂದ ಬಾಲಕನನ್ನು ಸೃಷ್ಟಿಸಿ ದ್ವಾರಪಾಲಕನನ್ನಾಗಿ ನೇಮಿಸಿದಳು. ಶಿವನು ಬಂದಾಗ ಒಳಗೆ ಬಿಡದ ಬಾಲಕನ ಶಿರವನ್ನು ಕತ್ತರಿಸಿದನು. ನಂತರ ಆನೆಯ ತಲೆಯನ್ನು ಜೋಡಿಸಿ ಜೀವ ತುಂಬಿದನು. ಗಣಗಳ ಅಧಿಪತಿಯಾಗಿ ಗಣಪತಿ ಎಂದು ಕರೆಯಲ್ಪಟ್ಟನು. ಭಾರತದ ಮಾತ್ರವಲ್ಲದೆ ನೇಪಾಳ, ಶ್ರೀಲಂಕಾ, ಥೈಲ್ಯಾಂಡ್, ಇಂಡೋನೇಷ್ಯಾ, ಜಪಾನ್ ಮುಂತಾದ ದೇಶಗಳಲ್ಲಿಯೂ ಗಣೇಶನನ್ನು ಆರಾಧಿಸಲಾಗುತ್ತದೆ. ಅವನು ವಿಶ್ವವಂದಿತನು. ಓಂ ಗಣೇಶಾಯ ನಮಃ ಎಂದು ಉಚ್ಚರಿಸುವ ಎಲ್ಲರಿಗೂ ಗಣಪತಿ ಒಲಿಯುತ್ತಾನೆ ಈ ದಿನದಂದು ಮಣ್ಣಿನ ಗಣೇಶನನ್ನು ಪ್ರತಿಷ್ಠಾಪಿಸಿ ಪೂಜಿಸುವುದು ಪರಿಸರ ಸ್ನೇಹಿ. ಹಬ್ಬದ ಸಂಭ್ರಮದ ಜೊತೆಗೆ ಪರಿಸರ ಕಾಳಜಿಯೂ ಇರಲಿ ಎಂಬುದು ಆಶಯ. <box>752 118 912 296</box>
person-shape <box>462 758 492 818</box>
letter-1 <box>59 392 289 767</box>
